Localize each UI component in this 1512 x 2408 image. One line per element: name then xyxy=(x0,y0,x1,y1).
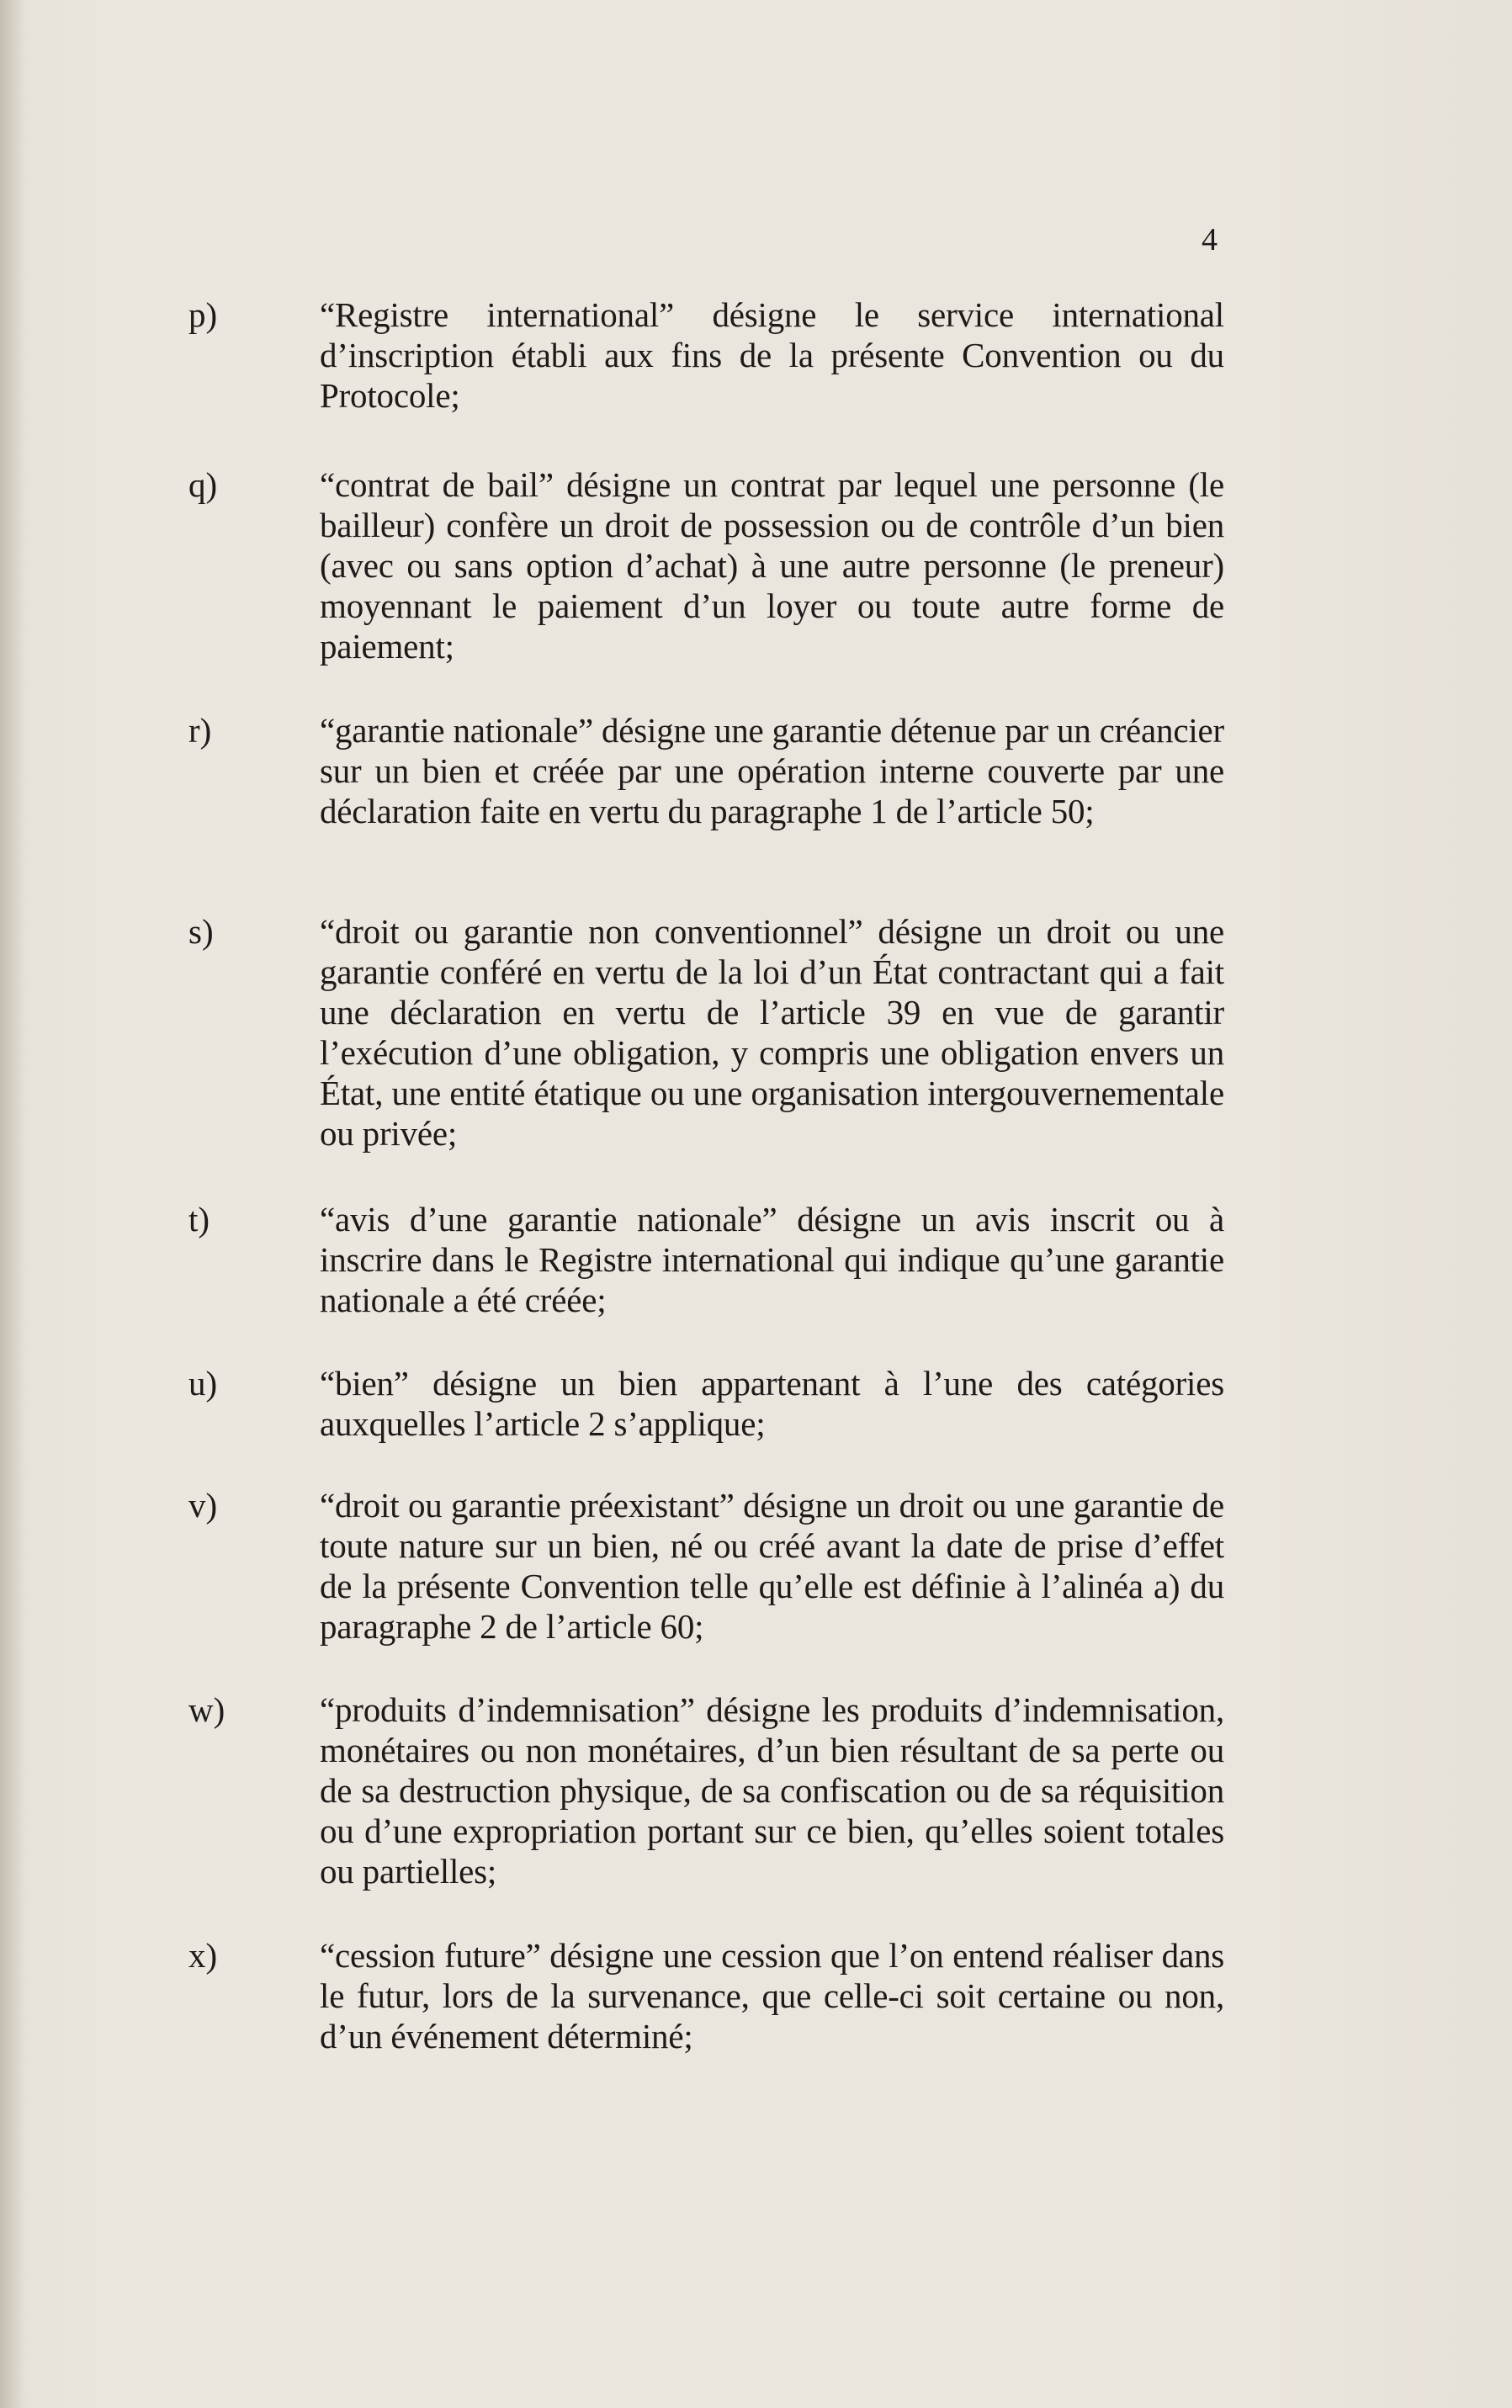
definition-label: q) xyxy=(188,465,218,504)
definition-text: “bien” désigne un bien appartenant à l’une des catégories auxquelles l’article 2 s’applique; xyxy=(320,1364,1224,1443)
definition-label: x) xyxy=(188,1936,218,1975)
definition-text: “cession future” désigne une cession que l’on entend réaliser dans le futur, lors de la survenance, que celle-ci soit certaine ou non, d’un événement déterminé; xyxy=(320,1936,1224,2055)
page-number: 4 xyxy=(1202,222,1218,257)
definition-label: w) xyxy=(188,1690,225,1729)
definition-text: “Registre international” désigne le service international d’inscription établi aux fins de la présente Convention ou du Protocole; xyxy=(320,295,1224,415)
definition-text: “avis d’une garantie nationale” désigne un avis inscrit ou à inscrire dans le Registre international qui indique qu’une garantie nationale a été créée; xyxy=(320,1200,1224,1319)
definition-text: “garantie nationale” désigne une garantie détenue par un créancier sur un bien et créée par une opération interne couverte par une déclaration faite en vertu du paragraphe 1 de l’article 50; xyxy=(320,711,1224,830)
definition-text: “droit ou garantie non conventionnel” désigne un droit ou une garantie conféré en vertu de la loi d’un État contractant qui a fait une déclaration en vertu de l’article 39 en vue de garantir l’exécution d’une obligation, y compris une obligation envers un État, une entité étatique ou une organisation intergouvernementale ou privée; xyxy=(320,912,1224,1153)
definition-text: “droit ou garantie préexistant” désigne un droit ou une garantie de toute nature sur un bien, né ou créé avant la date de prise d’effet de la présente Convention telle qu’elle est définie à l’alinéa a) du paragraphe 2 de l’article 60; xyxy=(320,1486,1224,1646)
definition-text: “produits d’indemnisation” désigne les produits d’indemnisation, monétaires ou non monétaires, d’un bien résultant de sa perte ou de sa destruction physique, de sa confiscation ou de sa réquisition ou d’une expropriation portant sur ce bien, qu’elles soient totales ou partielles; xyxy=(320,1690,1224,1891)
definition-text: “contrat de bail” désigne un contrat par lequel une personne (le bailleur) confère un droit de possession ou de contrôle d’un bien (avec ou sans option d’achat) à une autre personne (le preneur) moyennant le paiement d’un loyer ou toute autre forme de paiement; xyxy=(320,465,1224,666)
definition-label: t) xyxy=(188,1200,210,1238)
definition-label: p) xyxy=(188,295,218,334)
definition-label: r) xyxy=(188,711,212,750)
definition-label: s) xyxy=(188,912,214,951)
definition-label: u) xyxy=(188,1364,218,1403)
definition-label: v) xyxy=(188,1486,218,1525)
